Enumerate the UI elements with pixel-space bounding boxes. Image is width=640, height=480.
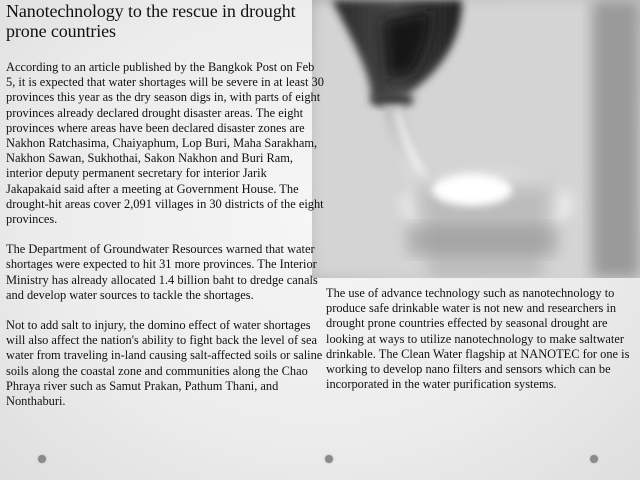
left-text-column — [6, 60, 324, 424]
paragraph-nanotechnology: The use of advance technology such as nanotechnology to produce safe drinkable water is not new and researchers in drought prone countries effected by seasonal drought are looking at ways to utilize nanotechnology to make saltwater drinkable. The Clean Water flagship at NANOTEC for one is working to develop nano filters and sensors which can be incorporated in the water purification systems. — [326, 286, 630, 392]
paragraph-groundwater: The Department of Groundwater Resources warned that water shortages were expected to hit 31 more provinces. The Interior Ministry has already allocated 1.4 billion baht to dredge canals and develop water sources to tackle the shortages. — [6, 242, 318, 302]
paragraph-drought-overview: According to an article published by the Bangkok Post on Feb 5, it is expected that water shortages will be severe in at least 30 provinces this year as the dry season digs in, with parts of eight provinces already declared drought disaster areas. The eight provinces where areas have been declared disaster zones are Nakhon Ratchasima, Chaiyaphum, Lop Buri, Maha Sarakham, Nakhon Sawan, Sukhothai, Sakon Nakhon and Buri Ram, interior deputy permanent secretary for interior Jarik Jakapakaid said after a meeting at Government House. The drought-hit areas cover 2,091 villages in 30 districts of the eight provinces. — [6, 60, 324, 227]
faucet-water-glass-photo — [312, 0, 640, 278]
slide-nav-dot-left — [38, 455, 46, 463]
paragraph-saline-soils: Not to add salt to injury, the domino effect of water shortages will also affect the nation's ability to fight back the level of sea water from traveling in-land causing salt-affected soils or saline soils along the coastal zone and communities along the Chao Phraya river such as Samut Prakan, Pathum Thani, and Nonthaburi. — [6, 318, 323, 409]
slide-nav-dot-center — [325, 455, 333, 463]
faucet-photo-graphic — [312, 0, 640, 278]
right-text-column — [326, 286, 634, 392]
slide-title: Nanotechnology to the rescue in drought prone countries — [6, 1, 296, 41]
slide-nav-dot-right — [590, 455, 598, 463]
